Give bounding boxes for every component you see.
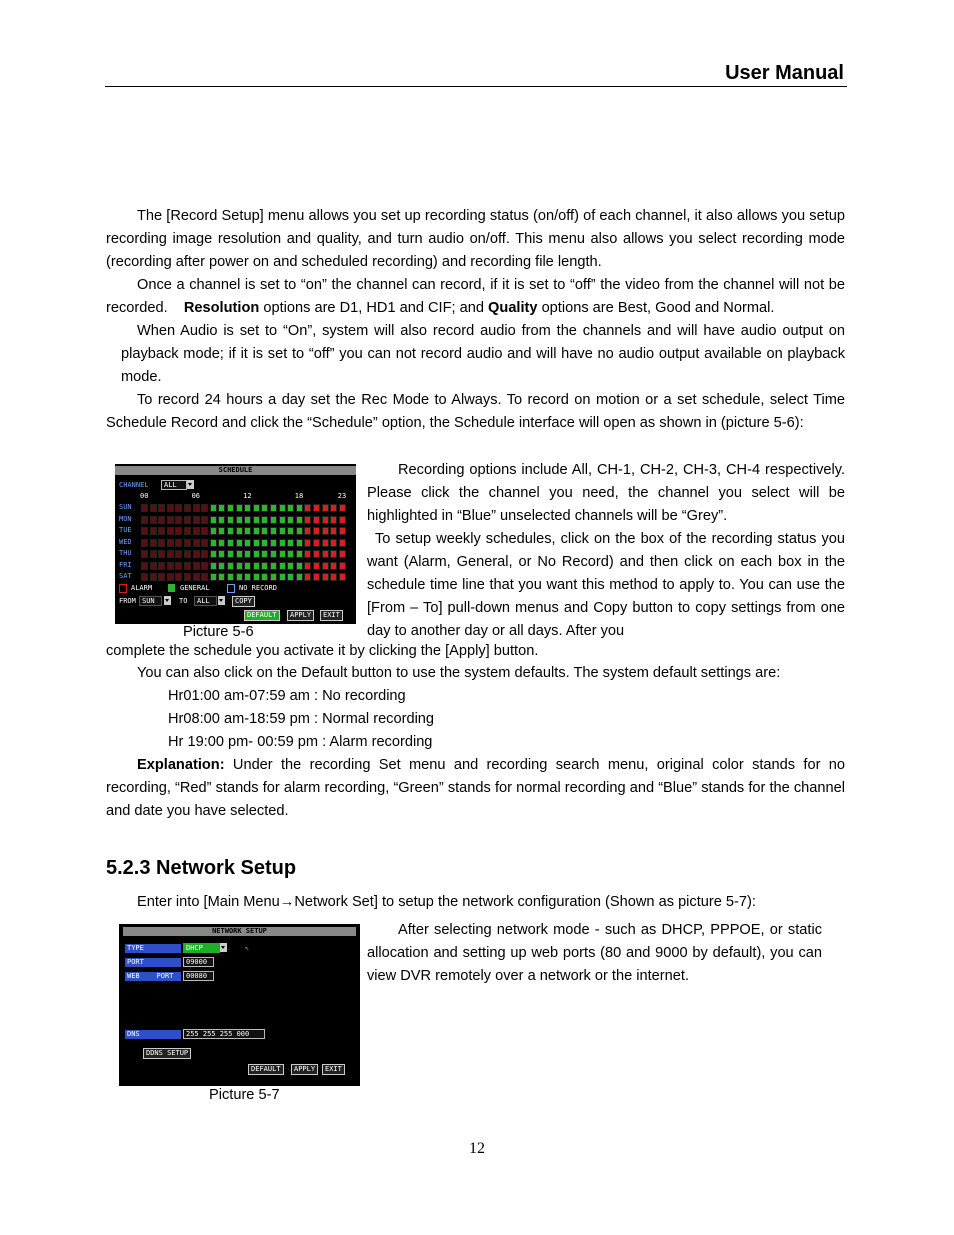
channel-select[interactable]: ALL bbox=[161, 480, 187, 490]
schedule-cell[interactable] bbox=[322, 562, 329, 570]
schedule-cell[interactable] bbox=[218, 539, 225, 547]
schedule-cell[interactable] bbox=[167, 573, 174, 581]
to-dropdown-icon[interactable] bbox=[218, 596, 225, 605]
schedule-cell[interactable] bbox=[218, 550, 225, 558]
schedule-cell[interactable] bbox=[339, 516, 346, 524]
schedule-cell[interactable] bbox=[227, 516, 234, 524]
schedule-cell[interactable] bbox=[158, 516, 165, 524]
no-record-legend-swatch[interactable] bbox=[227, 584, 235, 593]
schedule-cell[interactable] bbox=[322, 527, 329, 535]
paragraph-explanation bbox=[106, 754, 845, 823]
schedule-cell[interactable] bbox=[193, 562, 200, 570]
schedule-cell[interactable] bbox=[201, 527, 208, 535]
schedule-cell[interactable] bbox=[193, 539, 200, 547]
paragraph-weekly-schedules: To setup weekly schedules, click on the box of the recording status you want (Alarm, General, or No Record) and then click on each box in the schedule time line that you want this method to apply to. You can use the [From – To] pull-down menus and Copy button to copy settings from one day to another day or all days. After you bbox=[367, 531, 845, 639]
schedule-cell[interactable] bbox=[236, 550, 243, 558]
schedule-cell[interactable] bbox=[150, 504, 157, 512]
schedule-cell[interactable] bbox=[210, 527, 217, 535]
schedule-cell[interactable] bbox=[158, 550, 165, 558]
schedule-cell[interactable] bbox=[158, 539, 165, 547]
schedule-cell[interactable] bbox=[261, 539, 268, 547]
web-port-label bbox=[125, 972, 181, 981]
network-enter-text-b: Network Set] to setup the network configuration (Shown as picture 5-7): bbox=[294, 894, 756, 910]
from-label: FROM bbox=[119, 597, 136, 605]
schedule-cell[interactable] bbox=[279, 539, 286, 547]
resolution-options-text: options are D1, HD1 and CIF; and bbox=[259, 300, 489, 316]
schedule-cell[interactable] bbox=[322, 550, 329, 558]
explanation-term: Explanation: bbox=[137, 757, 225, 773]
day-label: THU bbox=[119, 549, 132, 557]
right-arrow-icon: → bbox=[279, 894, 295, 910]
alarm-legend-label: ALARM bbox=[131, 584, 153, 592]
schedule-cell[interactable] bbox=[270, 550, 277, 558]
schedule-cell[interactable] bbox=[150, 516, 157, 524]
schedule-cell[interactable] bbox=[296, 527, 303, 535]
schedule-cell[interactable] bbox=[270, 504, 277, 512]
schedule-cell[interactable] bbox=[244, 539, 251, 547]
schedule-cell[interactable] bbox=[304, 573, 311, 581]
schedule-cell[interactable] bbox=[141, 562, 148, 570]
schedule-cell[interactable] bbox=[339, 573, 346, 581]
schedule-cell[interactable] bbox=[218, 516, 225, 524]
schedule-cell[interactable] bbox=[279, 562, 286, 570]
schedule-cell[interactable] bbox=[210, 573, 217, 581]
hour-label: 12 bbox=[243, 492, 252, 500]
dns-input[interactable]: 255 255 255 000 bbox=[183, 1029, 265, 1039]
apply-button[interactable]: APPLY bbox=[287, 610, 314, 621]
paragraph-record-setup: The [Record Setup] menu allows you set up recording status (on/off) of each channel, it also allows you setup recording image resolution and quality, and turn audio on/off. This menu also allows you select recording mode (recording after power on and scheduled recording) and recording file length. bbox=[106, 208, 845, 270]
schedule-title: SCHEDULE bbox=[115, 466, 356, 475]
port-label: PORT bbox=[125, 958, 181, 967]
schedule-cell[interactable] bbox=[339, 539, 346, 547]
explanation-text: Under the recording Set menu and recording search menu, original color stands for no recording, “Red” stands for alarm recording, “Green” stands for normal recording and “Blue” stands for the channel and date you have selected. bbox=[106, 757, 845, 819]
schedule-cell[interactable] bbox=[261, 516, 268, 524]
schedule-cell[interactable] bbox=[167, 504, 174, 512]
schedule-cell[interactable] bbox=[304, 504, 311, 512]
web-port-input[interactable]: 00080 bbox=[183, 971, 214, 981]
schedule-cell[interactable] bbox=[227, 527, 234, 535]
schedule-cell[interactable] bbox=[330, 516, 337, 524]
hour-label: 23 bbox=[337, 492, 347, 500]
schedule-cell[interactable] bbox=[304, 562, 311, 570]
type-select[interactable]: DHCP bbox=[183, 943, 220, 953]
schedule-cell[interactable] bbox=[244, 504, 251, 512]
schedule-cell[interactable] bbox=[279, 504, 286, 512]
schedule-cell[interactable] bbox=[218, 573, 225, 581]
schedule-cell[interactable] bbox=[210, 516, 217, 524]
schedule-cell[interactable] bbox=[279, 550, 286, 558]
web-port-label-text: PORT bbox=[156, 972, 174, 980]
general-legend-swatch[interactable] bbox=[168, 584, 175, 592]
schedule-cell[interactable] bbox=[279, 527, 286, 535]
schedule-cell[interactable] bbox=[313, 539, 320, 547]
schedule-cell[interactable] bbox=[141, 504, 148, 512]
quality-options-text: options are Best, Good and Normal. bbox=[537, 300, 775, 316]
schedule-cell[interactable] bbox=[236, 527, 243, 535]
schedule-cell[interactable] bbox=[304, 539, 311, 547]
schedule-cell[interactable] bbox=[287, 573, 294, 581]
hour-label: 06 bbox=[191, 492, 201, 500]
paragraph-audio: When Audio is set to “On”, system will also record audio from the channels and will have audio output on playback mode; if it is set to “off” you can not record audio and will have no audio output available on playback mode. bbox=[121, 323, 845, 385]
network-setup-title: NETWORK SETUP bbox=[123, 927, 356, 936]
schedule-cell[interactable] bbox=[167, 562, 174, 570]
dns-label: DNS bbox=[125, 1030, 181, 1039]
schedule-cell[interactable] bbox=[296, 550, 303, 558]
schedule-cell[interactable] bbox=[313, 550, 320, 558]
schedule-cell[interactable] bbox=[167, 516, 174, 524]
schedule-cell[interactable] bbox=[244, 573, 251, 581]
schedule-cell[interactable] bbox=[167, 539, 174, 547]
schedule-cell[interactable] bbox=[261, 527, 268, 535]
schedule-cell[interactable] bbox=[313, 516, 320, 524]
schedule-cell[interactable] bbox=[253, 516, 260, 524]
schedule-cell[interactable] bbox=[287, 504, 294, 512]
from-dropdown-icon[interactable] bbox=[164, 596, 171, 605]
schedule-cell[interactable] bbox=[236, 539, 243, 547]
section-heading-network-setup: 5.2.3 Network Setup bbox=[106, 857, 297, 879]
schedule-cell[interactable] bbox=[227, 539, 234, 547]
schedule-cell[interactable] bbox=[261, 573, 268, 581]
schedule-cell[interactable] bbox=[227, 504, 234, 512]
paragraph-apply: complete the schedule you activate it by clicking the [Apply] button. bbox=[106, 643, 539, 659]
schedule-cell[interactable] bbox=[175, 573, 182, 581]
schedule-cell[interactable] bbox=[201, 573, 208, 581]
schedule-cell[interactable] bbox=[184, 516, 191, 524]
day-label: TUE bbox=[119, 526, 132, 534]
to-select[interactable]: ALL bbox=[194, 596, 217, 606]
paragraph-network-modes: After selecting network mode - such as DHCP, PPPOE, or static allocation and setting up web ports (80 and 9000 by default), you can view DVR remotely over a network or the internet. bbox=[367, 922, 822, 984]
schedule-cell[interactable] bbox=[218, 527, 225, 535]
schedule-cell[interactable] bbox=[253, 504, 260, 512]
schedule-cell[interactable] bbox=[167, 527, 174, 535]
schedule-cell[interactable] bbox=[270, 516, 277, 524]
schedule-cell[interactable] bbox=[313, 527, 320, 535]
schedule-cell[interactable] bbox=[158, 562, 165, 570]
schedule-cell[interactable] bbox=[201, 504, 208, 512]
schedule-cell[interactable] bbox=[201, 550, 208, 558]
schedule-cell[interactable] bbox=[141, 516, 148, 524]
schedule-cell[interactable] bbox=[193, 573, 200, 581]
hour-label: 00 bbox=[140, 492, 149, 500]
schedule-cell[interactable] bbox=[330, 539, 337, 547]
schedule-cell[interactable] bbox=[193, 516, 200, 524]
schedule-cell[interactable] bbox=[279, 516, 286, 524]
schedule-cell[interactable] bbox=[330, 504, 337, 512]
network-enter-text-a: Enter into [Main Menu bbox=[137, 894, 280, 910]
schedule-cell[interactable] bbox=[287, 516, 294, 524]
schedule-cell[interactable] bbox=[287, 527, 294, 535]
schedule-cell[interactable] bbox=[304, 527, 311, 535]
schedule-cell[interactable] bbox=[201, 516, 208, 524]
schedule-cell[interactable] bbox=[287, 550, 294, 558]
paragraph-network-enter bbox=[106, 891, 845, 914]
schedule-cell[interactable] bbox=[322, 539, 329, 547]
schedule-cell[interactable] bbox=[141, 527, 148, 535]
day-label: SUN bbox=[119, 503, 132, 511]
schedule-cell[interactable] bbox=[296, 516, 303, 524]
picture-5-7-caption: Picture 5-7 bbox=[209, 1087, 280, 1103]
schedule-cell[interactable] bbox=[201, 539, 208, 547]
quality-term: Quality bbox=[488, 300, 538, 316]
paragraph-record-mode: To record 24 hours a day set the Rec Mode to Always. To record on motion or a set schedule, select Time Schedule Record and click the “Schedule” option, the Schedule interface will open as shown in (picture 5-6): bbox=[106, 392, 845, 431]
schedule-cell[interactable] bbox=[184, 550, 191, 558]
schedule-cell[interactable] bbox=[184, 562, 191, 570]
schedule-cell[interactable] bbox=[175, 550, 182, 558]
schedule-cell[interactable] bbox=[253, 539, 260, 547]
schedule-cell[interactable] bbox=[141, 539, 148, 547]
schedule-cell[interactable] bbox=[270, 562, 277, 570]
schedule-cell[interactable] bbox=[193, 504, 200, 512]
alarm-legend-checkbox[interactable] bbox=[119, 584, 127, 593]
network-exit-button[interactable]: EXIT bbox=[322, 1064, 345, 1075]
schedule-cell[interactable] bbox=[253, 527, 260, 535]
schedule-cell[interactable] bbox=[296, 539, 303, 547]
schedule-cell[interactable] bbox=[287, 539, 294, 547]
schedule-cell[interactable] bbox=[253, 573, 260, 581]
default-setting-3: Hr 19:00 pm- 00:59 pm : Alarm recording bbox=[168, 734, 433, 750]
schedule-cell[interactable] bbox=[244, 550, 251, 558]
day-label: WED bbox=[119, 537, 132, 546]
schedule-cell[interactable] bbox=[158, 504, 165, 512]
day-label: FRI bbox=[119, 560, 132, 569]
schedule-cell[interactable] bbox=[227, 550, 234, 558]
schedule-cell[interactable] bbox=[261, 504, 268, 512]
schedule-cell[interactable] bbox=[201, 562, 208, 570]
type-dropdown-icon[interactable] bbox=[220, 943, 227, 952]
resolution-term: Resolution bbox=[183, 300, 260, 316]
schedule-cell[interactable] bbox=[210, 550, 217, 558]
paragraph-channel-onoff bbox=[106, 274, 845, 320]
schedule-cell[interactable] bbox=[236, 516, 243, 524]
schedule-cell[interactable] bbox=[184, 539, 191, 547]
schedule-cell[interactable] bbox=[150, 527, 157, 535]
schedule-cell[interactable] bbox=[279, 573, 286, 581]
schedule-cell[interactable] bbox=[236, 573, 243, 581]
page-number: 12 bbox=[469, 1140, 485, 1157]
schedule-cell[interactable] bbox=[261, 562, 268, 570]
general-legend-label: GENERAL bbox=[180, 584, 210, 592]
schedule-cell[interactable] bbox=[244, 562, 251, 570]
network-setup-screen bbox=[119, 924, 360, 1086]
schedule-cell[interactable] bbox=[175, 562, 182, 570]
schedule-cell[interactable] bbox=[227, 562, 234, 570]
schedule-cell[interactable] bbox=[236, 504, 243, 512]
schedule-cell[interactable] bbox=[175, 539, 182, 547]
schedule-cell[interactable] bbox=[261, 550, 268, 558]
copy-button[interactable]: COPY bbox=[232, 596, 255, 607]
channel-dropdown-icon[interactable] bbox=[187, 480, 194, 489]
schedule-cell[interactable] bbox=[330, 550, 337, 558]
schedule-cell[interactable] bbox=[150, 573, 157, 581]
schedule-cell[interactable] bbox=[296, 562, 303, 570]
day-label: SAT bbox=[119, 572, 132, 580]
hour-label: 18 bbox=[294, 492, 304, 500]
exit-button[interactable]: EXIT bbox=[320, 610, 343, 621]
schedule-cell[interactable] bbox=[339, 562, 346, 570]
schedule-cell[interactable] bbox=[193, 550, 200, 558]
schedule-cell[interactable] bbox=[322, 516, 329, 524]
schedule-screen bbox=[115, 464, 356, 624]
schedule-cell[interactable] bbox=[296, 573, 303, 581]
schedule-cell[interactable] bbox=[193, 527, 200, 535]
schedule-cell[interactable] bbox=[322, 573, 329, 581]
schedule-cell[interactable] bbox=[313, 504, 320, 512]
schedule-cell[interactable] bbox=[244, 527, 251, 535]
default-button[interactable]: DEFAULT bbox=[244, 610, 280, 621]
schedule-cell[interactable] bbox=[270, 527, 277, 535]
schedule-cell[interactable] bbox=[330, 573, 337, 581]
paragraph-defaults: You can also click on the Default button to use the system defaults. The system default settings are: bbox=[137, 665, 781, 681]
schedule-cell[interactable] bbox=[150, 550, 157, 558]
schedule-cell[interactable] bbox=[210, 504, 217, 512]
mouse-cursor-icon: ↖ bbox=[245, 944, 250, 952]
schedule-cell[interactable] bbox=[175, 527, 182, 535]
schedule-cell[interactable] bbox=[184, 527, 191, 535]
to-label: TO bbox=[179, 597, 188, 605]
schedule-cell[interactable] bbox=[330, 562, 337, 570]
schedule-cell[interactable] bbox=[167, 550, 174, 558]
schedule-cell[interactable] bbox=[227, 573, 234, 581]
schedule-cell[interactable] bbox=[218, 562, 225, 570]
web-label: WEB bbox=[127, 972, 140, 980]
schedule-cell[interactable] bbox=[175, 516, 182, 524]
schedule-cell[interactable] bbox=[210, 539, 217, 547]
schedule-cell[interactable] bbox=[218, 504, 225, 512]
schedule-cell[interactable] bbox=[150, 562, 157, 570]
default-setting-2: Hr08:00 am-18:59 pm : Normal recording bbox=[168, 711, 435, 727]
network-apply-button[interactable]: APPLY bbox=[291, 1064, 318, 1075]
schedule-cell[interactable] bbox=[141, 550, 148, 558]
schedule-cell[interactable] bbox=[304, 550, 311, 558]
schedule-cell[interactable] bbox=[150, 539, 157, 547]
schedule-cell[interactable] bbox=[184, 504, 191, 512]
schedule-cell[interactable] bbox=[322, 504, 329, 512]
paragraph-channel-onoff-text: Once a channel is set to “on” the channel can record, if it is set to “off” the video from the channel will not be recorded. bbox=[106, 277, 845, 316]
schedule-cell[interactable] bbox=[158, 527, 165, 535]
port-input[interactable]: 09000 bbox=[183, 957, 214, 967]
schedule-cell[interactable] bbox=[296, 504, 303, 512]
schedule-cell[interactable] bbox=[339, 550, 346, 558]
schedule-cell[interactable] bbox=[253, 550, 260, 558]
schedule-cell[interactable] bbox=[287, 562, 294, 570]
no-record-legend-label: NO RECORD bbox=[239, 584, 277, 592]
schedule-cell[interactable] bbox=[210, 562, 217, 570]
schedule-cell[interactable] bbox=[330, 527, 337, 535]
default-setting-1: Hr01:00 am-07:59 am : No recording bbox=[168, 688, 406, 704]
schedule-cell[interactable] bbox=[175, 504, 182, 512]
picture-5-6-caption: Picture 5-6 bbox=[183, 624, 254, 640]
channel-label: CHANNEL bbox=[119, 481, 149, 489]
ddns-setup-button[interactable]: DDNS SETUP bbox=[143, 1048, 191, 1059]
from-select[interactable]: SUN bbox=[139, 596, 162, 606]
schedule-cell[interactable] bbox=[313, 573, 320, 581]
paragraph-recording-options: Recording options include All, CH-1, CH-2, CH-3, CH-4 respectively. Please click the channel you need, the channel you select will be highlighted in “Blue” unselected channels will be “Grey”. bbox=[367, 462, 845, 524]
schedule-cell[interactable] bbox=[339, 504, 346, 512]
schedule-cell[interactable] bbox=[313, 562, 320, 570]
schedule-cell[interactable] bbox=[184, 573, 191, 581]
schedule-cell[interactable] bbox=[158, 573, 165, 581]
page-header-title: User Manual bbox=[725, 62, 844, 84]
type-label: TYPE bbox=[125, 944, 181, 953]
schedule-cell[interactable] bbox=[253, 562, 260, 570]
network-default-button[interactable]: DEFAULT bbox=[248, 1064, 284, 1075]
schedule-cell[interactable] bbox=[270, 573, 277, 581]
schedule-cell[interactable] bbox=[141, 573, 148, 581]
schedule-cell[interactable] bbox=[270, 539, 277, 547]
schedule-cell[interactable] bbox=[339, 527, 346, 535]
schedule-cell[interactable] bbox=[304, 516, 311, 524]
header-divider bbox=[105, 86, 847, 87]
schedule-cell[interactable] bbox=[236, 562, 243, 570]
day-label: MON bbox=[119, 514, 132, 523]
schedule-cell[interactable] bbox=[244, 516, 251, 524]
